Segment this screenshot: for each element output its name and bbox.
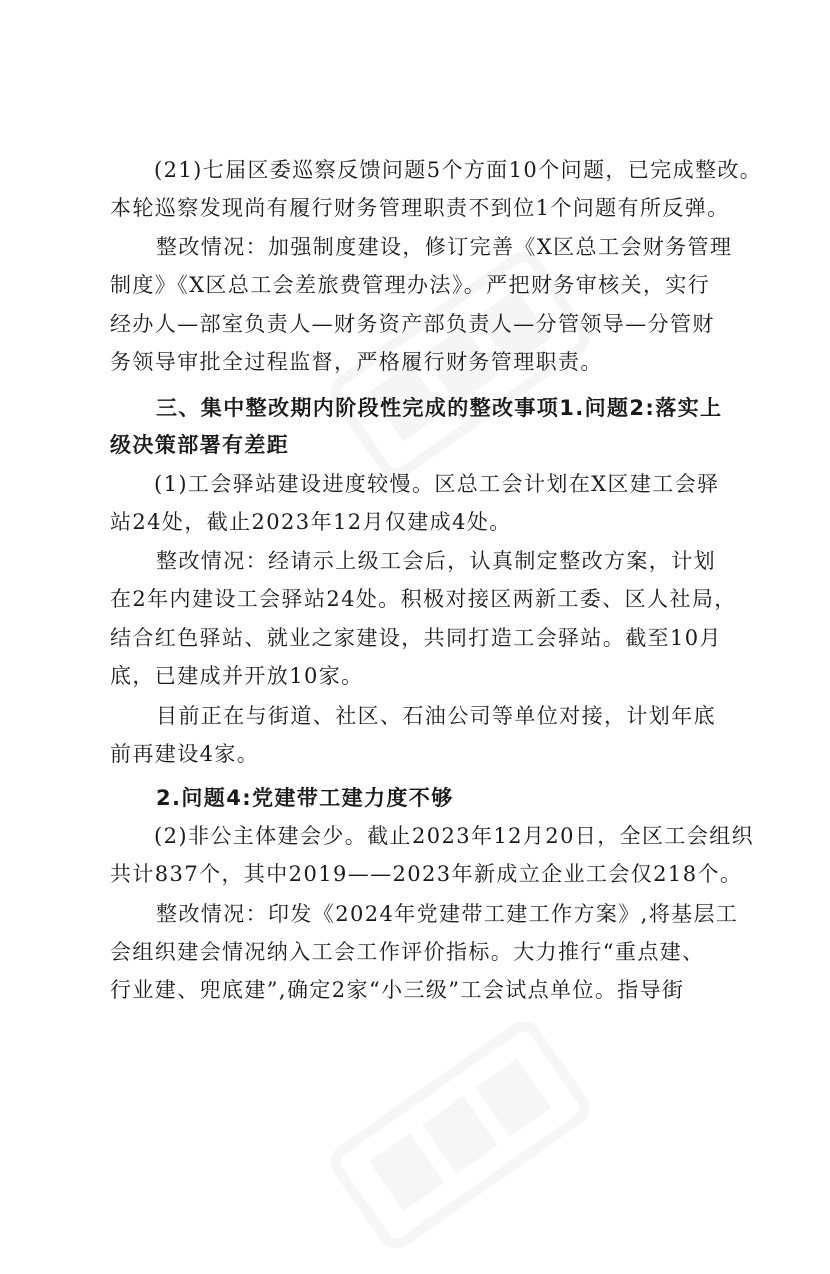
watermark-logo-icon-bottom (310, 999, 609, 1271)
paragraph-line: 站24处，截止2023年12月仅建成4处。 (110, 510, 512, 534)
paragraph-line: 整改情况：印发《2024年党建带工建工作方案》,将基层工 (156, 902, 739, 926)
section-heading: 三、集中整改期内阶段性完成的整改事项1.问题2:落实上 (156, 396, 723, 420)
paragraph-line: 行业建、兜底建”,确定2家“小三级”工会试点单位。指导街 (110, 978, 685, 1002)
paragraph-line: 在2年内建设工会驿站24处。积极对接区两新工委、区人社局， (110, 587, 737, 611)
paragraph-line: 整改情况：加强制度建设，修订完善《X区总工会财务管理 (156, 235, 733, 259)
paragraph-line: (21)七届区委巡察反馈问题5个方面10个问题，已完成整改。 (154, 158, 763, 182)
section-heading: 级决策部署有差距 (110, 433, 290, 457)
paragraph-line: 目前正在与街道、社区、石油公司等单位对接，计划年底 (156, 704, 716, 728)
paragraph-line: 整改情况：经请示上级工会后，认真制定整改方案，计划 (156, 549, 716, 573)
paragraph-line: 会组织建会情况纳入工会工作评价指标。大力推行“重点建、 (110, 940, 705, 964)
paragraph-line: 共计837个，其中2019——2023年新成立企业工会仅218个。 (110, 862, 743, 886)
paragraph-line: (2)非公主体建会少。截止2023年12月20日，全区工会组织 (154, 824, 755, 848)
paragraph-line: 前再建设4家。 (110, 742, 260, 766)
paragraph-line: (1)工会驿站建设进度较慢。区总工会计划在X区建工会驿 (154, 472, 720, 496)
paragraph-line: 制度》《X区总工会差旅费管理办法》。严把财务审核关，实行 (110, 273, 711, 297)
paragraph-line: 务领导审批全过程监督，严格履行财务管理职责。 (110, 350, 603, 374)
paragraph-line: 底，已建成并开放10家。 (110, 664, 364, 688)
paragraph-line: 本轮巡察发现尚有履行财务管理职责不到位1个问题有所反弹。 (110, 196, 730, 220)
subsection-heading: 2.问题4:党建带工建力度不够 (156, 786, 454, 810)
paragraph-line: 经办人—部室负责人—财务资产部负责人—分管领导—分管财 (110, 312, 715, 336)
paragraph-line: 结合红色驿站、就业之家建设，共同打造工会驿站。截至10月 (110, 626, 722, 650)
